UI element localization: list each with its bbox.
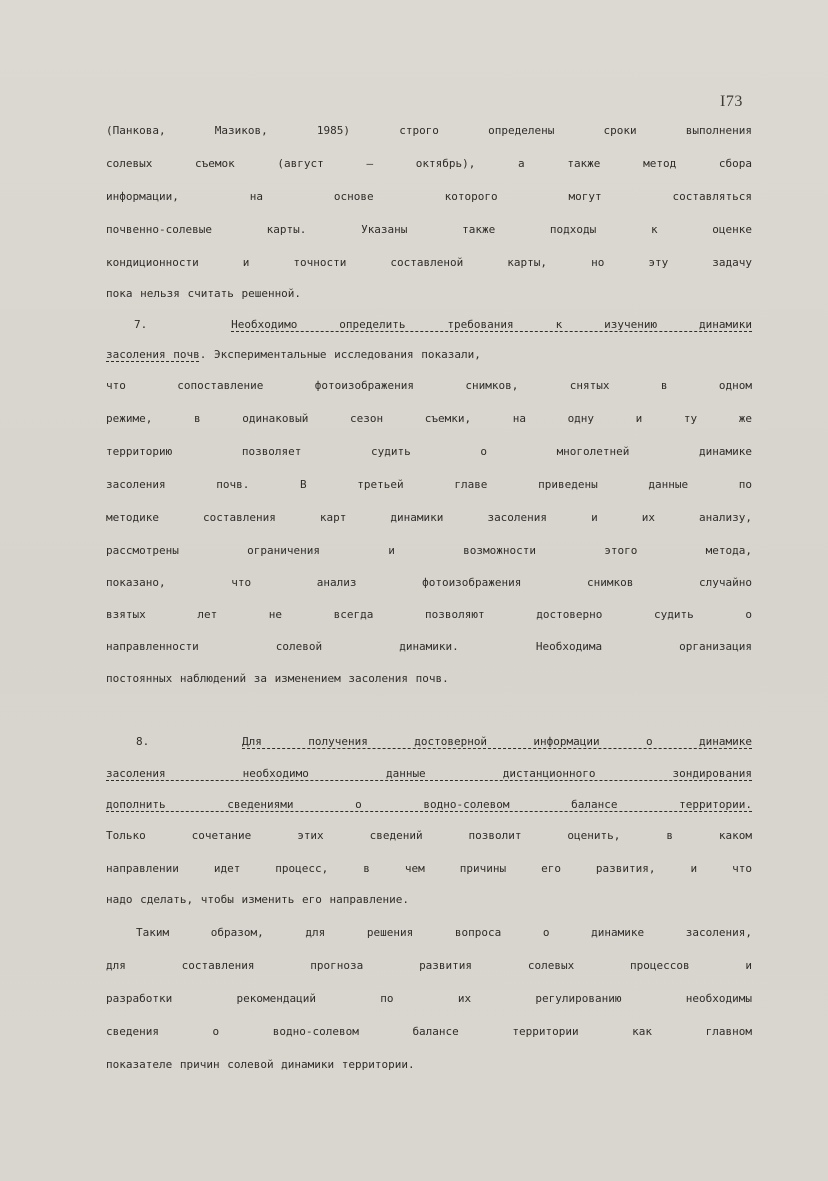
point-8-underlined-b: засоления необходимо данные дистанционного зондирования [106,767,752,780]
point-8-heading-line [106,730,752,754]
text-line: для составления прогноза развития солевых процессов и [106,959,752,972]
text-line: рассмотрены ограничения и возможности этого метода, [106,544,752,557]
text-line: Только сочетание этих сведений позволит оценить, в каком [106,829,752,842]
point-7-rest: . Экспериментальные исследования показали, [199,348,481,361]
text-line: надо сделать, чтобы изменить его направление. [106,893,410,906]
point-7-heading-line [106,313,752,337]
text-line: методике составления карт динамики засоления и их анализу, [106,511,752,524]
text-line: показано, что анализ фотоизображения снимков случайно [106,576,752,589]
point-8-third-line [106,793,752,817]
text-line: направленности солевой динамики. Необходима организация [106,640,752,653]
point-8-underlined-c: дополнить сведениями о водно-солевом балансе территории. [106,798,752,811]
text-line: солевых съемок (август – октябрь), а также метод сбора [106,157,752,170]
text-line: (Панкова, Мазиков, 1985) строго определены сроки выполнения [106,124,752,137]
text-line: режиме, в одинаковый сезон съемки, на одну и ту же [106,412,752,425]
point-7-number: 7. [134,318,148,331]
text-line: территорию позволяет судить о многолетней динамике [106,445,752,458]
text-line: почвенно-солевые карты. Указаны также подходы к оценке [106,223,752,236]
page-number: I73 [720,93,743,110]
text-line: разработки рекомендаций по их регулированию необходимы [106,992,752,1005]
text-line: постоянных наблюдений за изменением засоления почв. [106,672,449,685]
text-line: сведения о водно-солевом балансе территории как главном [106,1025,752,1038]
point-7-underlined-a: Необходимо определить требования к изучению динамики [231,318,752,331]
text-line: засоления почв. В третьей главе приведены данные по [106,478,752,491]
text-line: что сопоставление фотоизображения снимков, снятых в одном [106,379,752,392]
point-7-second-line [106,343,752,367]
point-8-underlined-a: Для получения достоверной информации о динамике [242,735,752,748]
text-line: показателе причин солевой динамики территории. [106,1058,415,1071]
text-line: направлении идет процесс, в чем причины его развития, и что [106,862,752,875]
point-7-underlined-b: засоления почв [106,348,200,361]
text-line: кондиционности и точности составленой карты, но эту задачу [106,256,752,269]
point-8-second-line [106,762,752,786]
text-line: пока нельзя считать решенной. [106,287,302,300]
text-line: Таким образом, для решения вопроса о динамике засоления, [136,926,752,939]
text-line: взятых лет не всегда позволяют достоверно судить о [106,608,752,621]
text-line: информации, на основе которого могут составляться [106,190,752,203]
point-8-number: 8. [136,735,150,748]
